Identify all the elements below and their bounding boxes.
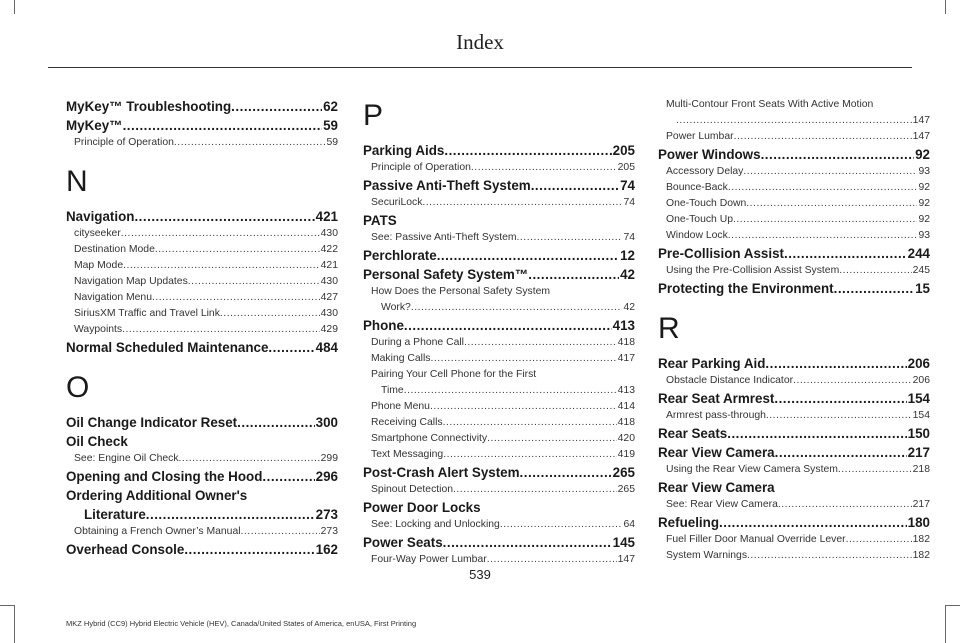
dot-leader — [719, 513, 907, 532]
page-ref: 154 — [907, 391, 930, 406]
entry-text: Smartphone Connectivity — [371, 433, 488, 444]
dot-leader — [728, 228, 918, 244]
entry-text: Window Lock — [666, 230, 728, 241]
index-entry — [66, 207, 338, 226]
page-ref: 430 — [320, 276, 338, 287]
entry-text: Oil Check — [66, 434, 128, 449]
index-entry — [363, 463, 635, 482]
index-subentry — [363, 517, 635, 533]
entry-text: Perchlorate — [363, 248, 437, 263]
dot-leader — [793, 373, 912, 389]
index-entry — [363, 316, 635, 335]
entry-text: Receiving Calls — [371, 417, 443, 428]
entry-text: Navigation — [66, 209, 135, 224]
crop-mark-bottom-left — [14, 605, 15, 643]
dot-leader — [220, 306, 320, 322]
dot-leader — [430, 351, 616, 367]
index-subentry — [363, 552, 635, 568]
entry-text: Opening and Closing the Hood — [66, 469, 263, 484]
dot-leader — [444, 141, 611, 160]
page-ref: 265 — [612, 465, 635, 480]
dot-leader — [500, 517, 623, 533]
index-subentry — [658, 532, 930, 548]
index-entry — [363, 211, 635, 230]
entry-text: Spinout Detection — [371, 484, 454, 495]
index-entry — [658, 354, 930, 373]
index-subentry — [363, 195, 635, 211]
page-ref: 299 — [320, 453, 338, 464]
dot-leader — [531, 176, 619, 195]
dot-leader — [733, 212, 917, 228]
entry-text: Rear View Camera — [658, 480, 775, 495]
page-ref: 413 — [617, 385, 635, 396]
index-subentry — [658, 97, 930, 113]
page-ref: 62 — [323, 99, 338, 114]
entry-text: Map Mode — [74, 260, 124, 271]
dot-leader — [443, 447, 616, 463]
page-ref: 162 — [315, 542, 338, 557]
entry-text: System Warnings — [666, 550, 748, 561]
dot-leader — [411, 300, 623, 316]
index-entry — [363, 141, 635, 160]
index-entry — [658, 389, 930, 408]
index-subentry — [658, 113, 930, 129]
index-subentry — [658, 408, 930, 424]
index-entry — [66, 338, 338, 357]
dot-leader — [155, 242, 320, 258]
page-ref: 273 — [320, 526, 338, 537]
dot-leader — [471, 160, 617, 176]
dot-leader — [443, 415, 617, 431]
entry-text: Power Windows — [658, 147, 761, 162]
entry-text: Refueling — [658, 515, 720, 530]
page-ref: 15 — [915, 281, 930, 296]
index-entry — [658, 145, 930, 164]
dot-leader — [443, 533, 612, 552]
dot-leader — [241, 524, 320, 540]
index-subentry — [658, 164, 930, 180]
page-ref: 419 — [617, 449, 635, 460]
entry-text: Making Calls — [371, 353, 431, 364]
index-subentry — [363, 230, 635, 246]
page-ref: 150 — [907, 426, 930, 441]
entry-text: Pairing Your Cell Phone for the First — [371, 369, 537, 380]
index-subentry — [658, 373, 930, 389]
entry-text: Obstacle Distance Indicator — [666, 375, 794, 386]
page-ref: 245 — [912, 265, 930, 276]
entry-text: MyKey™ Troubleshooting — [66, 99, 232, 114]
entry-text: Post-Crash Alert System — [363, 465, 520, 480]
page-ref: 42 — [620, 267, 635, 282]
index-subentry — [66, 258, 338, 274]
crop-mark-top-left — [14, 0, 15, 14]
index-subentry — [66, 135, 338, 151]
index-entry — [66, 467, 338, 486]
page-ref: 42 — [623, 302, 635, 313]
section-letter: R — [658, 312, 680, 345]
page-number: 539 — [469, 567, 491, 582]
dot-leader — [487, 431, 617, 447]
dot-leader — [231, 97, 322, 116]
dot-leader — [404, 316, 612, 335]
entry-text: During a Phone Call — [371, 337, 464, 348]
index-entry — [658, 279, 930, 298]
page-ref: 59 — [326, 137, 338, 148]
entry-text: One-Touch Down — [666, 198, 747, 209]
dot-leader — [262, 467, 314, 486]
entry-text: cityseeker — [74, 228, 121, 239]
entry-text: Literature — [84, 507, 146, 522]
entry-text: Parking Aids — [363, 143, 445, 158]
entry-text: Using the Rear View Camera System — [666, 464, 838, 475]
page-ref: 74 — [623, 197, 635, 208]
entry-text: Text Messaging — [371, 449, 444, 460]
entry-text: Rear Parking Aid — [658, 356, 766, 371]
page-ref: 154 — [912, 410, 930, 421]
page-ref: 92 — [918, 182, 930, 193]
dot-leader — [834, 279, 915, 298]
index-subentry — [363, 482, 635, 498]
index-entry — [363, 498, 635, 517]
entry-text: Bounce-Back — [666, 182, 728, 193]
entry-text: Overhead Console — [66, 542, 185, 557]
index-entry — [66, 486, 338, 505]
entry-text: Work? — [381, 302, 411, 313]
index-subentry — [66, 451, 338, 467]
page-ref: 147 — [912, 115, 930, 126]
index-entry — [658, 443, 930, 462]
page-ref: 427 — [320, 292, 338, 303]
index-subentry — [658, 263, 930, 279]
page-ref: 430 — [320, 228, 338, 239]
entry-text: Ordering Additional Owner's — [66, 488, 248, 503]
dot-leader — [728, 180, 918, 196]
crop-mark-bottom-left-h — [0, 605, 14, 606]
page-ref: 74 — [620, 178, 635, 193]
index-entry — [363, 246, 635, 265]
entry-text: Normal Scheduled Maintenance — [66, 340, 269, 355]
entry-text: How Does the Personal Safety System — [371, 286, 551, 297]
page-ref: 422 — [320, 244, 338, 255]
index-entry — [66, 97, 338, 116]
page-ref: 300 — [315, 415, 338, 430]
dot-leader — [121, 226, 320, 242]
index-subentry — [658, 497, 930, 513]
entry-text: Principle of Operation — [371, 162, 471, 173]
page-ref: 93 — [918, 166, 930, 177]
index-column-1 — [66, 97, 338, 559]
index-entry — [363, 533, 635, 552]
page-title: Index — [456, 30, 504, 54]
entry-text: SecuriLock — [371, 197, 423, 208]
index-subentry — [66, 290, 338, 306]
entry-text: One-Touch Up — [666, 214, 733, 225]
index-subentry — [66, 322, 338, 338]
dot-leader — [152, 290, 320, 306]
entry-text: Passive Anti-Theft System — [363, 178, 531, 193]
dot-leader — [746, 196, 917, 212]
page-ref: 244 — [907, 246, 930, 261]
index-subentry — [658, 548, 930, 564]
header-rule — [48, 67, 912, 68]
dot-leader — [727, 424, 906, 443]
index-subentry — [363, 284, 635, 300]
page-ref: 182 — [912, 534, 930, 545]
index-subentry — [363, 160, 635, 176]
entry-text: Rear Seat Armrest — [658, 391, 775, 406]
index-subentry — [66, 226, 338, 242]
index-column-2 — [363, 97, 635, 568]
entry-text: Time — [381, 385, 404, 396]
entry-text: Personal Safety System™ — [363, 267, 529, 282]
dot-leader — [778, 497, 912, 513]
page-ref: 418 — [617, 417, 635, 428]
index-entry — [66, 540, 338, 559]
page-ref: 147 — [912, 131, 930, 142]
page-ref: 218 — [912, 464, 930, 475]
footer-text: MKZ Hybrid (CC9) Hybrid Electric Vehicle (HEV), Canada/United States of America, enUSA, First Printing — [66, 619, 417, 628]
index-subentry — [658, 228, 930, 244]
index-subentry — [363, 335, 635, 351]
page-ref: 421 — [320, 260, 338, 271]
index-entry — [66, 432, 338, 451]
entry-text: Accessory Delay — [666, 166, 744, 177]
index-entry — [658, 513, 930, 532]
entry-text: Obtaining a French Owner’s Manual — [74, 526, 241, 537]
dot-leader — [422, 195, 622, 211]
entry-text: Fuel Filler Door Manual Override Lever — [666, 534, 846, 545]
entry-text: Armrest pass-through — [666, 410, 766, 421]
index-entry — [658, 244, 930, 263]
dot-leader — [765, 354, 906, 373]
page-ref: 180 — [907, 515, 930, 530]
dot-leader — [846, 532, 912, 548]
entry-text: Principle of Operation — [74, 137, 174, 148]
entry-text: Destination Mode — [74, 244, 155, 255]
page-ref: 92 — [918, 198, 930, 209]
dot-leader — [437, 246, 619, 265]
index-entry — [66, 505, 338, 524]
dot-leader — [184, 540, 314, 559]
entry-text: PATS — [363, 213, 397, 228]
index-entry — [658, 424, 930, 443]
dot-leader — [784, 244, 907, 263]
page-ref: 417 — [617, 353, 635, 364]
dot-leader — [179, 451, 320, 467]
entry-text: Power Door Locks — [363, 500, 481, 515]
page-ref: 265 — [617, 484, 635, 495]
dot-leader — [517, 230, 623, 246]
page-ref: 429 — [320, 324, 338, 335]
entry-text: MyKey™ — [66, 118, 123, 133]
dot-leader — [520, 463, 612, 482]
page-ref: 12 — [620, 248, 635, 263]
page-ref: 147 — [617, 554, 635, 565]
index-subentry — [363, 447, 635, 463]
entry-text: Waypoints — [74, 324, 123, 335]
index-subentry — [363, 383, 635, 399]
entry-text: Power Lumbar — [666, 131, 734, 142]
index-subentry — [658, 196, 930, 212]
dot-leader — [123, 116, 323, 135]
dot-leader — [676, 113, 912, 129]
index-subentry — [66, 306, 338, 322]
page-ref: 93 — [918, 230, 930, 241]
entry-text: Protecting the Environment — [658, 281, 834, 296]
page-ref: 74 — [623, 232, 635, 243]
section-letter: O — [66, 371, 90, 404]
dot-leader — [487, 552, 617, 568]
page-ref: 418 — [617, 337, 635, 348]
index-entry — [363, 176, 635, 195]
page-ref: 205 — [612, 143, 635, 158]
dot-leader — [122, 322, 320, 338]
dot-leader — [528, 265, 619, 284]
entry-text: Phone — [363, 318, 404, 333]
page-ref: 484 — [315, 340, 338, 355]
page-ref: 296 — [315, 469, 338, 484]
page-ref: 92 — [915, 147, 930, 162]
dot-leader — [743, 164, 917, 180]
entry-text: See: Engine Oil Check — [74, 453, 179, 464]
page-ref: 205 — [617, 162, 635, 173]
dot-leader — [774, 389, 906, 408]
entry-text: Navigation Menu — [74, 292, 152, 303]
entry-text: Oil Change Indicator Reset — [66, 415, 238, 430]
index-subentry — [658, 462, 930, 478]
entry-text: Pre-Collision Assist — [658, 246, 785, 261]
page-ref: 414 — [617, 401, 635, 412]
entry-text: Navigation Map Updates — [74, 276, 188, 287]
index-entry — [658, 478, 930, 497]
dot-leader — [404, 383, 617, 399]
index-subentry — [66, 242, 338, 258]
page-ref: 273 — [315, 507, 338, 522]
dot-leader — [134, 207, 314, 226]
dot-leader — [839, 263, 911, 279]
dot-leader — [453, 482, 617, 498]
index-subentry — [66, 524, 338, 540]
entry-text: See: Locking and Unlocking — [371, 519, 500, 530]
entry-text: Four-Way Power Lumbar — [371, 554, 487, 565]
dot-leader — [734, 129, 912, 145]
dot-leader — [237, 413, 315, 432]
page-ref: 413 — [612, 318, 635, 333]
page-ref: 421 — [315, 209, 338, 224]
entry-text: Power Seats — [363, 535, 443, 550]
entry-text: Phone Menu — [371, 401, 430, 412]
dot-leader — [430, 399, 617, 415]
crop-mark-bottom-right — [945, 605, 946, 643]
page-ref: 217 — [912, 499, 930, 510]
page-ref: 92 — [918, 214, 930, 225]
page-ref: 206 — [907, 356, 930, 371]
index-subentry — [363, 399, 635, 415]
index-subentry — [658, 180, 930, 196]
dot-leader — [761, 145, 915, 164]
entry-text: See: Rear View Camera — [666, 499, 778, 510]
page-ref: 59 — [323, 118, 338, 133]
entry-text: Rear Seats — [658, 426, 728, 441]
index-subentry — [658, 212, 930, 228]
dot-leader — [775, 443, 907, 462]
index-subentry — [66, 274, 338, 290]
dot-leader — [464, 335, 617, 351]
index-subentry — [363, 415, 635, 431]
page-ref: 145 — [612, 535, 635, 550]
dot-leader — [146, 505, 315, 524]
dot-leader — [268, 338, 314, 357]
entry-text: SiriusXM Traffic and Travel Link — [74, 308, 220, 319]
page-ref: 420 — [617, 433, 635, 444]
page-ref: 206 — [912, 375, 930, 386]
page-ref: 217 — [907, 445, 930, 460]
entry-text: Multi-Contour Front Seats With Active Motion — [666, 99, 874, 110]
entry-text: See: Passive Anti-Theft System — [371, 232, 517, 243]
dot-leader — [838, 462, 912, 478]
index-subentry — [363, 431, 635, 447]
dot-leader — [766, 408, 912, 424]
section-letter: P — [363, 99, 384, 132]
section-letter: N — [66, 165, 88, 198]
dot-leader — [123, 258, 320, 274]
crop-mark-bottom-right-h — [946, 605, 960, 606]
page-ref: 182 — [912, 550, 930, 561]
dot-leader — [747, 548, 912, 564]
index-entry — [66, 413, 338, 432]
dot-leader — [188, 274, 320, 290]
index-subentry — [363, 367, 635, 383]
index-entry — [363, 265, 635, 284]
page-ref: 64 — [623, 519, 635, 530]
dot-leader — [174, 135, 326, 151]
entry-text: Rear View Camera — [658, 445, 775, 460]
index-subentry — [363, 300, 635, 316]
index-entry — [66, 116, 338, 135]
index-subentry — [363, 351, 635, 367]
crop-mark-top-right — [945, 0, 946, 14]
index-subentry — [658, 129, 930, 145]
page-ref: 430 — [320, 308, 338, 319]
entry-text: Using the Pre-Collision Assist System — [666, 265, 840, 276]
index-column-3 — [658, 97, 930, 564]
